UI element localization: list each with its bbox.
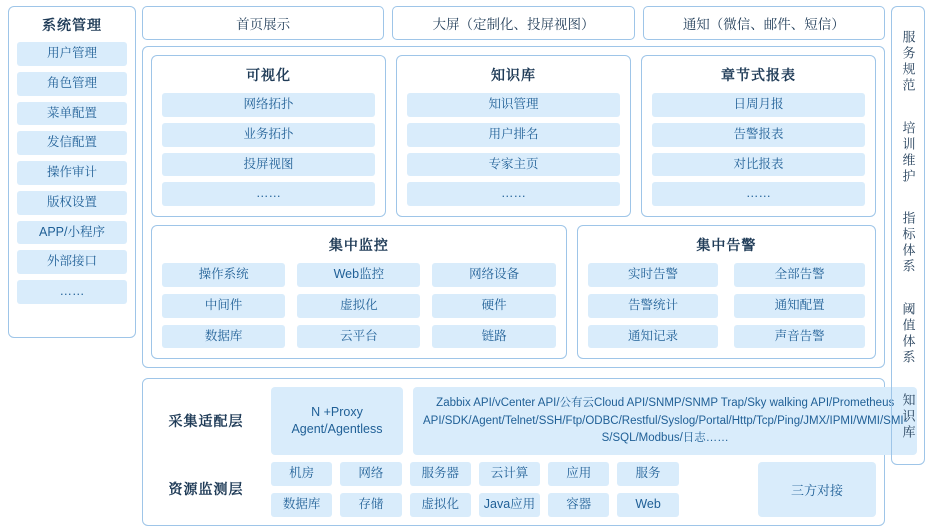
item-daily-weekly-monthly-report[interactable]: 日周月报 [652, 93, 865, 117]
rail-item-service-standard: 服务规范 [900, 30, 916, 95]
card-knowledge-base-title: 知识库 [491, 67, 536, 83]
item-alarm-report[interactable]: 告警报表 [652, 123, 865, 147]
system-management-title: 系统管理 [42, 17, 102, 33]
card-visualization-title: 可视化 [246, 67, 291, 83]
resource-item-cloud-computing[interactable]: 云计算 [479, 462, 540, 486]
item-alarm-statistics[interactable]: 告警统计 [588, 294, 719, 318]
item-link[interactable]: 链路 [432, 325, 555, 349]
third-party-integration-box[interactable]: 三方对接 [758, 462, 876, 517]
card-central-alarm [577, 225, 876, 359]
card-chapter-report-items [652, 93, 865, 206]
item-operating-system[interactable]: 操作系统 [162, 263, 285, 287]
resource-grid-wrap [271, 462, 876, 517]
item-user-ranking[interactable]: 用户排名 [407, 123, 620, 147]
tab-notification[interactable]: 通知（微信、邮件、短信） [643, 6, 885, 40]
resource-item-container[interactable]: 容器 [548, 493, 609, 517]
item-sound-alarm[interactable]: 声音告警 [734, 325, 865, 349]
card-central-monitoring-items [162, 263, 556, 348]
resource-item-storage[interactable]: 存储 [340, 493, 401, 517]
sidebar-item-role-management[interactable]: 角色管理 [17, 72, 127, 96]
rail-item-threshold-system: 阈值体系 [900, 302, 916, 367]
resource-item-network[interactable]: 网络 [340, 462, 401, 486]
resource-item-java-application[interactable]: Java应用 [479, 493, 540, 517]
resource-item-server[interactable]: 服务器 [410, 462, 471, 486]
card-chapter-report-title: 章节式报表 [721, 67, 796, 83]
system-management-panel [8, 6, 136, 338]
item-notification-config[interactable]: 通知配置 [734, 294, 865, 318]
left-column [8, 6, 136, 465]
item-cloud-platform[interactable]: 云平台 [297, 325, 420, 349]
sidebar-item-external-interface[interactable]: 外部接口 [17, 250, 127, 274]
rail-item-training-maintenance: 培训维护 [900, 120, 916, 185]
resource-item-data-center[interactable]: 机房 [271, 462, 332, 486]
application-layer-block [142, 46, 885, 368]
resource-grid-spacer-2 [687, 493, 748, 517]
sidebar-item-copyright-settings[interactable]: 版权设置 [17, 191, 127, 215]
resource-item-web[interactable]: Web [617, 493, 678, 517]
collection-layer-label: 采集适配层 [168, 413, 244, 430]
sidebar-item-menu-config[interactable]: 菜单配置 [17, 102, 127, 126]
card-central-alarm-items [588, 263, 865, 348]
sidebar-item-app-miniprogram[interactable]: APP/小程序 [17, 221, 127, 245]
item-expert-homepage[interactable]: 专家主页 [407, 153, 620, 177]
item-all-alarm[interactable]: 全部告警 [734, 263, 865, 287]
item-database[interactable]: 数据库 [162, 325, 285, 349]
resource-grid-spacer [687, 462, 748, 486]
item-realtime-alarm[interactable]: 实时告警 [588, 263, 719, 287]
item-virtualization[interactable]: 虚拟化 [297, 294, 420, 318]
item-notification-record[interactable]: 通知记录 [588, 325, 719, 349]
card-visualization-items [162, 93, 375, 206]
resource-item-service[interactable]: 服务 [617, 462, 678, 486]
item-web-monitoring[interactable]: Web监控 [297, 263, 420, 287]
resource-grid [271, 462, 748, 517]
card-central-monitoring-title: 集中监控 [328, 237, 389, 253]
system-management-items [17, 42, 127, 329]
api-protocol-box[interactable]: Zabbix API/vCenter API/公有云Cloud API/SNMP/SNMP Trap/Sky walking API/Prometheus API/SDK/Agent/Telnet/SSH/Ftp/ODBC/Restful/Syslog/Portal/Http/Tcp/Ping/JMX/IPMI/WMI/SMI-S/SQL/Modbus/日志…… [413, 387, 917, 455]
sidebar-item-operation-audit[interactable]: 操作审计 [17, 161, 127, 185]
upper-cards-row [151, 55, 876, 217]
resource-item-application[interactable]: 应用 [548, 462, 609, 486]
sidebar-item-user-management[interactable]: 用户管理 [17, 42, 127, 66]
item-network-topology[interactable]: 网络拓扑 [162, 93, 375, 117]
tab-large-screen[interactable]: 大屏（定制化、投屏视图） [392, 6, 634, 40]
item-comparison-report[interactable]: 对比报表 [652, 153, 865, 177]
item-hardware[interactable]: 硬件 [432, 294, 555, 318]
item-visualization-more[interactable]: …… [162, 182, 375, 206]
rail-item-metric-system: 指标体系 [900, 211, 916, 276]
item-knowledge-management[interactable]: 知识管理 [407, 93, 620, 117]
resource-item-database[interactable]: 数据库 [271, 493, 332, 517]
item-middleware[interactable]: 中间件 [162, 294, 285, 318]
item-knowledge-more[interactable]: …… [407, 182, 620, 206]
right-rail [891, 6, 925, 465]
resource-item-virtualization[interactable]: 虚拟化 [410, 493, 471, 517]
tab-homepage[interactable]: 首页展示 [142, 6, 384, 40]
rail-item-knowledge-base: 知识库 [900, 392, 916, 441]
card-chapter-report [641, 55, 876, 217]
item-business-topology[interactable]: 业务拓扑 [162, 123, 375, 147]
sidebar-item-mail-config[interactable]: 发信配置 [17, 131, 127, 155]
card-central-monitoring [151, 225, 567, 359]
proxy-agent-box[interactable]: N +Proxy Agent/Agentless [271, 387, 403, 455]
card-knowledge-base-items [407, 93, 620, 206]
monitor-alarm-row [151, 225, 876, 359]
card-knowledge-base [396, 55, 631, 217]
resource-monitoring-row [151, 462, 876, 517]
item-report-more[interactable]: …… [652, 182, 865, 206]
top-tabs [142, 6, 885, 40]
card-central-alarm-title: 集中告警 [696, 237, 757, 253]
sidebar-item-more[interactable]: …… [17, 280, 127, 304]
resource-layer-label: 资源监测层 [168, 481, 244, 498]
item-screen-view[interactable]: 投屏视图 [162, 153, 375, 177]
item-network-device[interactable]: 网络设备 [432, 263, 555, 287]
card-visualization [151, 55, 386, 217]
